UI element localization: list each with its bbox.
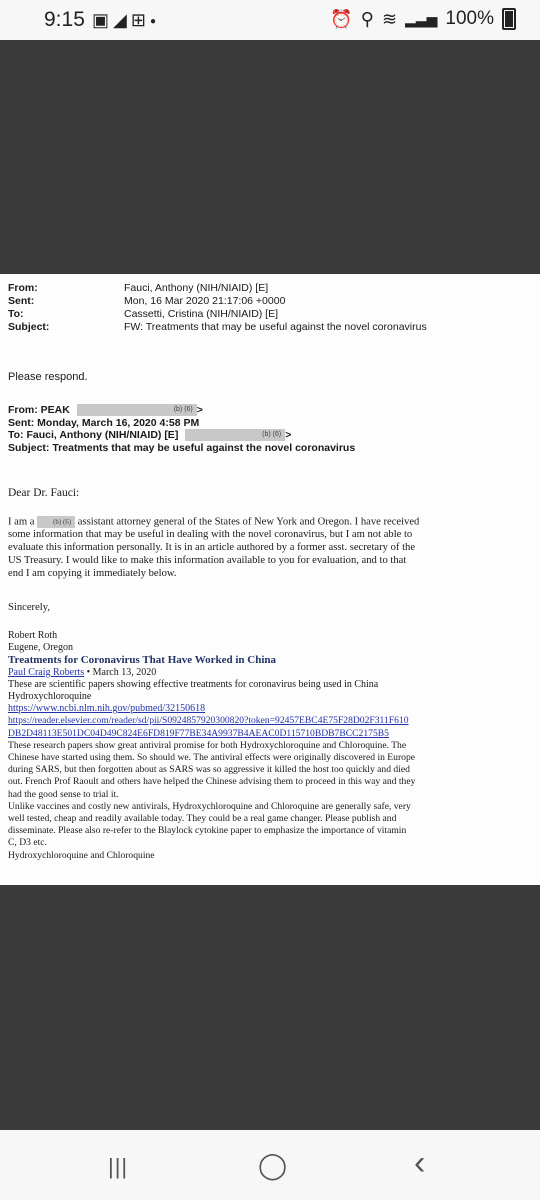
para-line: disseminate. Please also re-refer to the Blaylock cytokine paper to emphasize the importance of vitamin — [8, 825, 407, 837]
article-intro: These are scientific papers showing effective treatments for coronavirus being used in China — [8, 678, 379, 690]
elsevier-link[interactable]: https://reader.elsevier.com/reader/sd/pii/S0924857920300820?token=92457EBC4E75F28D02F311F610 — [8, 715, 409, 727]
battery-icon — [502, 8, 516, 30]
recents-button[interactable]: ||| — [108, 1154, 129, 1179]
header-labels — [8, 282, 49, 334]
para-line: well tested, cheap and readily available today. They could be a real game changer. Please publish and — [8, 813, 397, 825]
gift-icon: ⊞ — [130, 10, 150, 30]
signer-name: Robert Roth — [8, 630, 58, 641]
send-icon: ◢ — [113, 10, 131, 30]
redaction-box: (b) (6) — [77, 404, 197, 416]
home-button[interactable]: ◯ — [258, 1150, 288, 1180]
author-link[interactable]: Paul Craig Roberts — [8, 666, 85, 678]
battery-text: 100% — [445, 8, 494, 29]
sent-value: Mon, 16 Mar 2020 21:17:06 +0000 — [124, 295, 286, 307]
para-line: These research papers show great antiviral promise for both Hydroxychloroquine and Chloroquine. The — [8, 739, 407, 751]
status-time: 9:15 — [44, 8, 85, 31]
image-margin-top — [0, 40, 540, 274]
to-label: To: — [8, 308, 24, 320]
from-value: Fauci, Anthony (NIH/NIAID) [E] — [124, 282, 269, 294]
wifi-icon: ≋ — [381, 8, 398, 29]
letter-body — [8, 516, 528, 580]
from-label: From: — [8, 282, 38, 294]
redaction-box: (b) (6) — [185, 429, 285, 441]
signer-city: Eugene, Oregon — [8, 642, 73, 654]
article-title: Treatments for Coronavirus That Have Worked in China — [8, 654, 276, 667]
para-line: Unlike vaccines and costly new antivirals, Hydroxychloroquine and Chloroquine are generally safe, very — [8, 800, 411, 812]
forward-from: From: PEAK — [8, 404, 70, 416]
para-line: C, D3 etc. — [8, 837, 47, 849]
body-line: US Treasury. I would like to make this information available to you for evaluation, and to that — [8, 554, 407, 566]
image-margin-bottom — [0, 885, 540, 1130]
article-date: • March 13, 2020 — [84, 666, 157, 678]
forward-subject: Subject: Treatments that may be useful against the novel coronavirus — [8, 441, 356, 454]
status-bar — [0, 0, 540, 40]
forward-header: From: PEAK (b) (6) > Sent: Monday, March 16, 2020 4:58 PM To: Fauci, Anthony (NIH/NIAID) [E] (b) (6) > Subject: Treatments that may be useful against the novel coronavirus — [8, 404, 356, 454]
body-line: end I am copying it immediately below. — [8, 567, 177, 579]
dot-icon: ● — [149, 15, 160, 27]
body-pre: I am a — [8, 516, 35, 528]
body-line: assistant attorney general of the States of New York and Oregon. I have received — [77, 516, 420, 528]
header-values — [124, 282, 427, 334]
body-line: evaluate this information personally. It is in an article authored by a former asst. secretary of the — [8, 542, 416, 554]
to-value: Cassetti, Cristina (NIH/NIAID) [E] — [124, 308, 279, 320]
subject-value: FW: Treatments that may be useful against the novel coronavirus — [124, 321, 427, 333]
greeting: Dear Dr. Fauci: — [8, 487, 80, 499]
drug-name: Hydroxychloroquine — [8, 691, 92, 703]
elsevier-link-cont[interactable]: DB2D48113E501DC04D49C824E6FD819F77BE34A9937B4AEAC0D115710BDB7BCC2175B5 — [8, 727, 389, 739]
sincerely: Sincerely, — [8, 602, 50, 613]
forward-to: To: Fauci, Anthony (NIH/NIAID) [E] — [8, 429, 179, 441]
para-line: had the good sense to trial it. — [8, 788, 119, 800]
redaction-box: (b) (6) — [37, 516, 75, 528]
pubmed-link[interactable]: https://www.ncbi.nlm.nih.gov/pubmed/32150618 — [8, 703, 206, 715]
alarm-icon: ⏰ — [330, 8, 353, 29]
notification-icons — [92, 10, 160, 31]
para-line: Chinese have started using them. So should we. The antiviral effects were originally discovered in Europe — [8, 752, 416, 764]
subject-label: Subject: — [8, 321, 50, 333]
signal-icon: ▂▃▅ — [405, 10, 438, 27]
last-line: Hydroxychloroquine and Chloroquine — [8, 849, 155, 861]
para-line: out. French Prof Raoult and others have helped the Chinese advising them to proceed in this way and they — [8, 776, 416, 788]
image-icon: ▣ — [92, 10, 114, 30]
location-icon: ⚲ — [360, 8, 374, 29]
back-button[interactable]: ‹ — [414, 1144, 426, 1182]
body-line: some information that may be useful in dealing with the novel coronavirus, but I am not able to — [8, 529, 413, 541]
status-right — [330, 8, 516, 30]
email-document — [0, 274, 540, 885]
forward-sent: Sent: Monday, March 16, 2020 4:58 PM — [8, 416, 200, 429]
sent-label: Sent: — [8, 295, 35, 307]
article-block — [8, 630, 533, 862]
please-respond: Please respond. — [8, 371, 88, 383]
para-line: during SARS, but then forgotten about as SARS was so aggressive it killed the host too quickly and died — [8, 764, 410, 776]
navigation-bar — [0, 1130, 540, 1200]
